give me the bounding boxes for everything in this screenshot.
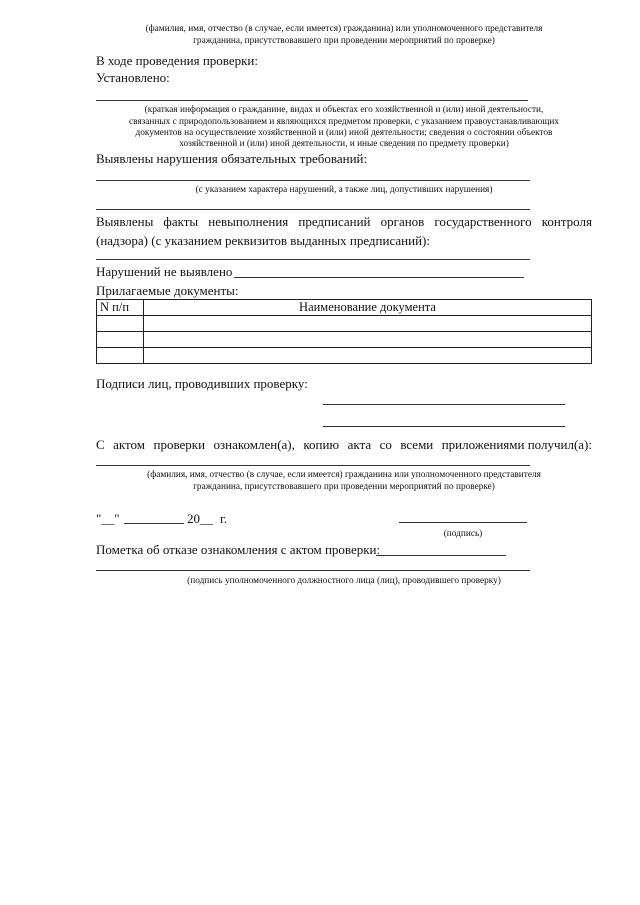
familiarized-word: актом [113,437,146,452]
facts-word: органов [380,214,425,229]
signatures-label: Подписи лиц, проводивших проверку: [96,376,308,391]
established-caption-line1: (краткая информация о гражданине, видах и объектах его хозяйственной и (или) иной деятельности, [144,105,544,115]
signature-line-2[interactable] [323,426,565,427]
facts-line1 [96,214,592,230]
documents-table [96,299,592,364]
date-year-suffix: г. [220,511,228,526]
familiarized-word: ознакомлен(а), [213,437,295,452]
refusal-note-label: Пометка об отказе ознакомления с актом проверки: [96,542,381,557]
col-name-header: Наименование документа [144,300,592,316]
date-month-line[interactable] [124,523,184,524]
refusal-note-line[interactable] [376,555,506,556]
established-caption-line3: документов на осуществление хозяйственной и (или) иной деятельности; сведения о состоянии объектов [135,128,553,138]
attached-docs-label: Прилагаемые документы: [96,283,239,298]
official-caption: (подпись уполномоченного должностного лица (лиц), проводившего проверку) [187,576,501,586]
official-signature-line[interactable] [96,570,530,571]
familiarized-word: С [96,437,105,452]
facts-word: Выявлены [96,214,154,229]
signature-line-1[interactable] [323,404,565,405]
col-number-header: N п/п [97,300,144,316]
familiarized-word: копию [303,437,340,452]
familiarized-word: приложениями получил(а): [441,437,592,452]
facts-line[interactable] [96,259,530,260]
familiarized-word: проверки [153,437,206,452]
violations-caption: (с указанием характера нарушений, а также лиц, допустивших нарушения) [195,185,493,195]
familiarized-word: акта [347,437,372,452]
no-violations-label: Нарушений не выявлено [96,264,233,279]
during-inspection-label: В ходе проведения проверки: [96,53,259,68]
bottom-caption-line1: (фамилия, имя, отчество (в случае, если имеется) гражданина или уполномоченного представителя [147,470,541,480]
facts-line2: (надзора) (с указанием реквизитов выданных предписаний): [96,233,430,248]
facts-word: невыполнения [208,214,289,229]
familiarized-word: со [379,437,392,452]
table-row [97,316,592,332]
signature-line-date[interactable] [399,522,527,523]
familiarized-line-blank[interactable] [96,465,530,466]
no-violations-line[interactable] [234,277,524,278]
table-cell[interactable] [97,348,144,364]
table-row [97,332,592,348]
table-row [97,348,592,364]
established-caption-line4: хозяйственной и (или) иной деятельности, и иные сведения по предмету проверки) [179,139,509,149]
top-caption-line1: (фамилия, имя, отчество (в случае, если имеется) гражданина) или уполномоченного представителя [145,24,543,34]
table-cell[interactable] [144,332,592,348]
signature-caption: (подпись) [443,529,483,539]
violations-line-2[interactable] [96,209,530,210]
top-caption-line2: гражданина, присутствовавшего при проведении мероприятий по проверке) [193,36,495,46]
established-label: Установлено: [96,70,170,85]
table-cell[interactable] [97,316,144,332]
date-year: 20__ [187,511,213,526]
facts-word: предписаний [298,214,371,229]
table-header-row [97,300,592,316]
date-day: "__" [96,511,120,526]
familiarized-word: всеми [400,437,434,452]
bottom-caption-line2: гражданина, присутствовавшего при проведении мероприятий по проверке) [193,482,495,492]
established-line[interactable] [96,100,528,101]
violations-line[interactable] [96,180,530,181]
facts-word: факты [163,214,199,229]
table-cell[interactable] [144,348,592,364]
familiarized-line [96,437,592,453]
table-cell[interactable] [144,316,592,332]
violations-found-label: Выявлены нарушения обязательных требований: [96,151,368,166]
facts-word: государственного [434,214,532,229]
established-caption-line2: связанных с природопользованием и являющихся предметом проверки, с указанием правоустанавливающих [128,117,560,127]
table-cell[interactable] [97,332,144,348]
facts-word: контроля [541,214,592,229]
